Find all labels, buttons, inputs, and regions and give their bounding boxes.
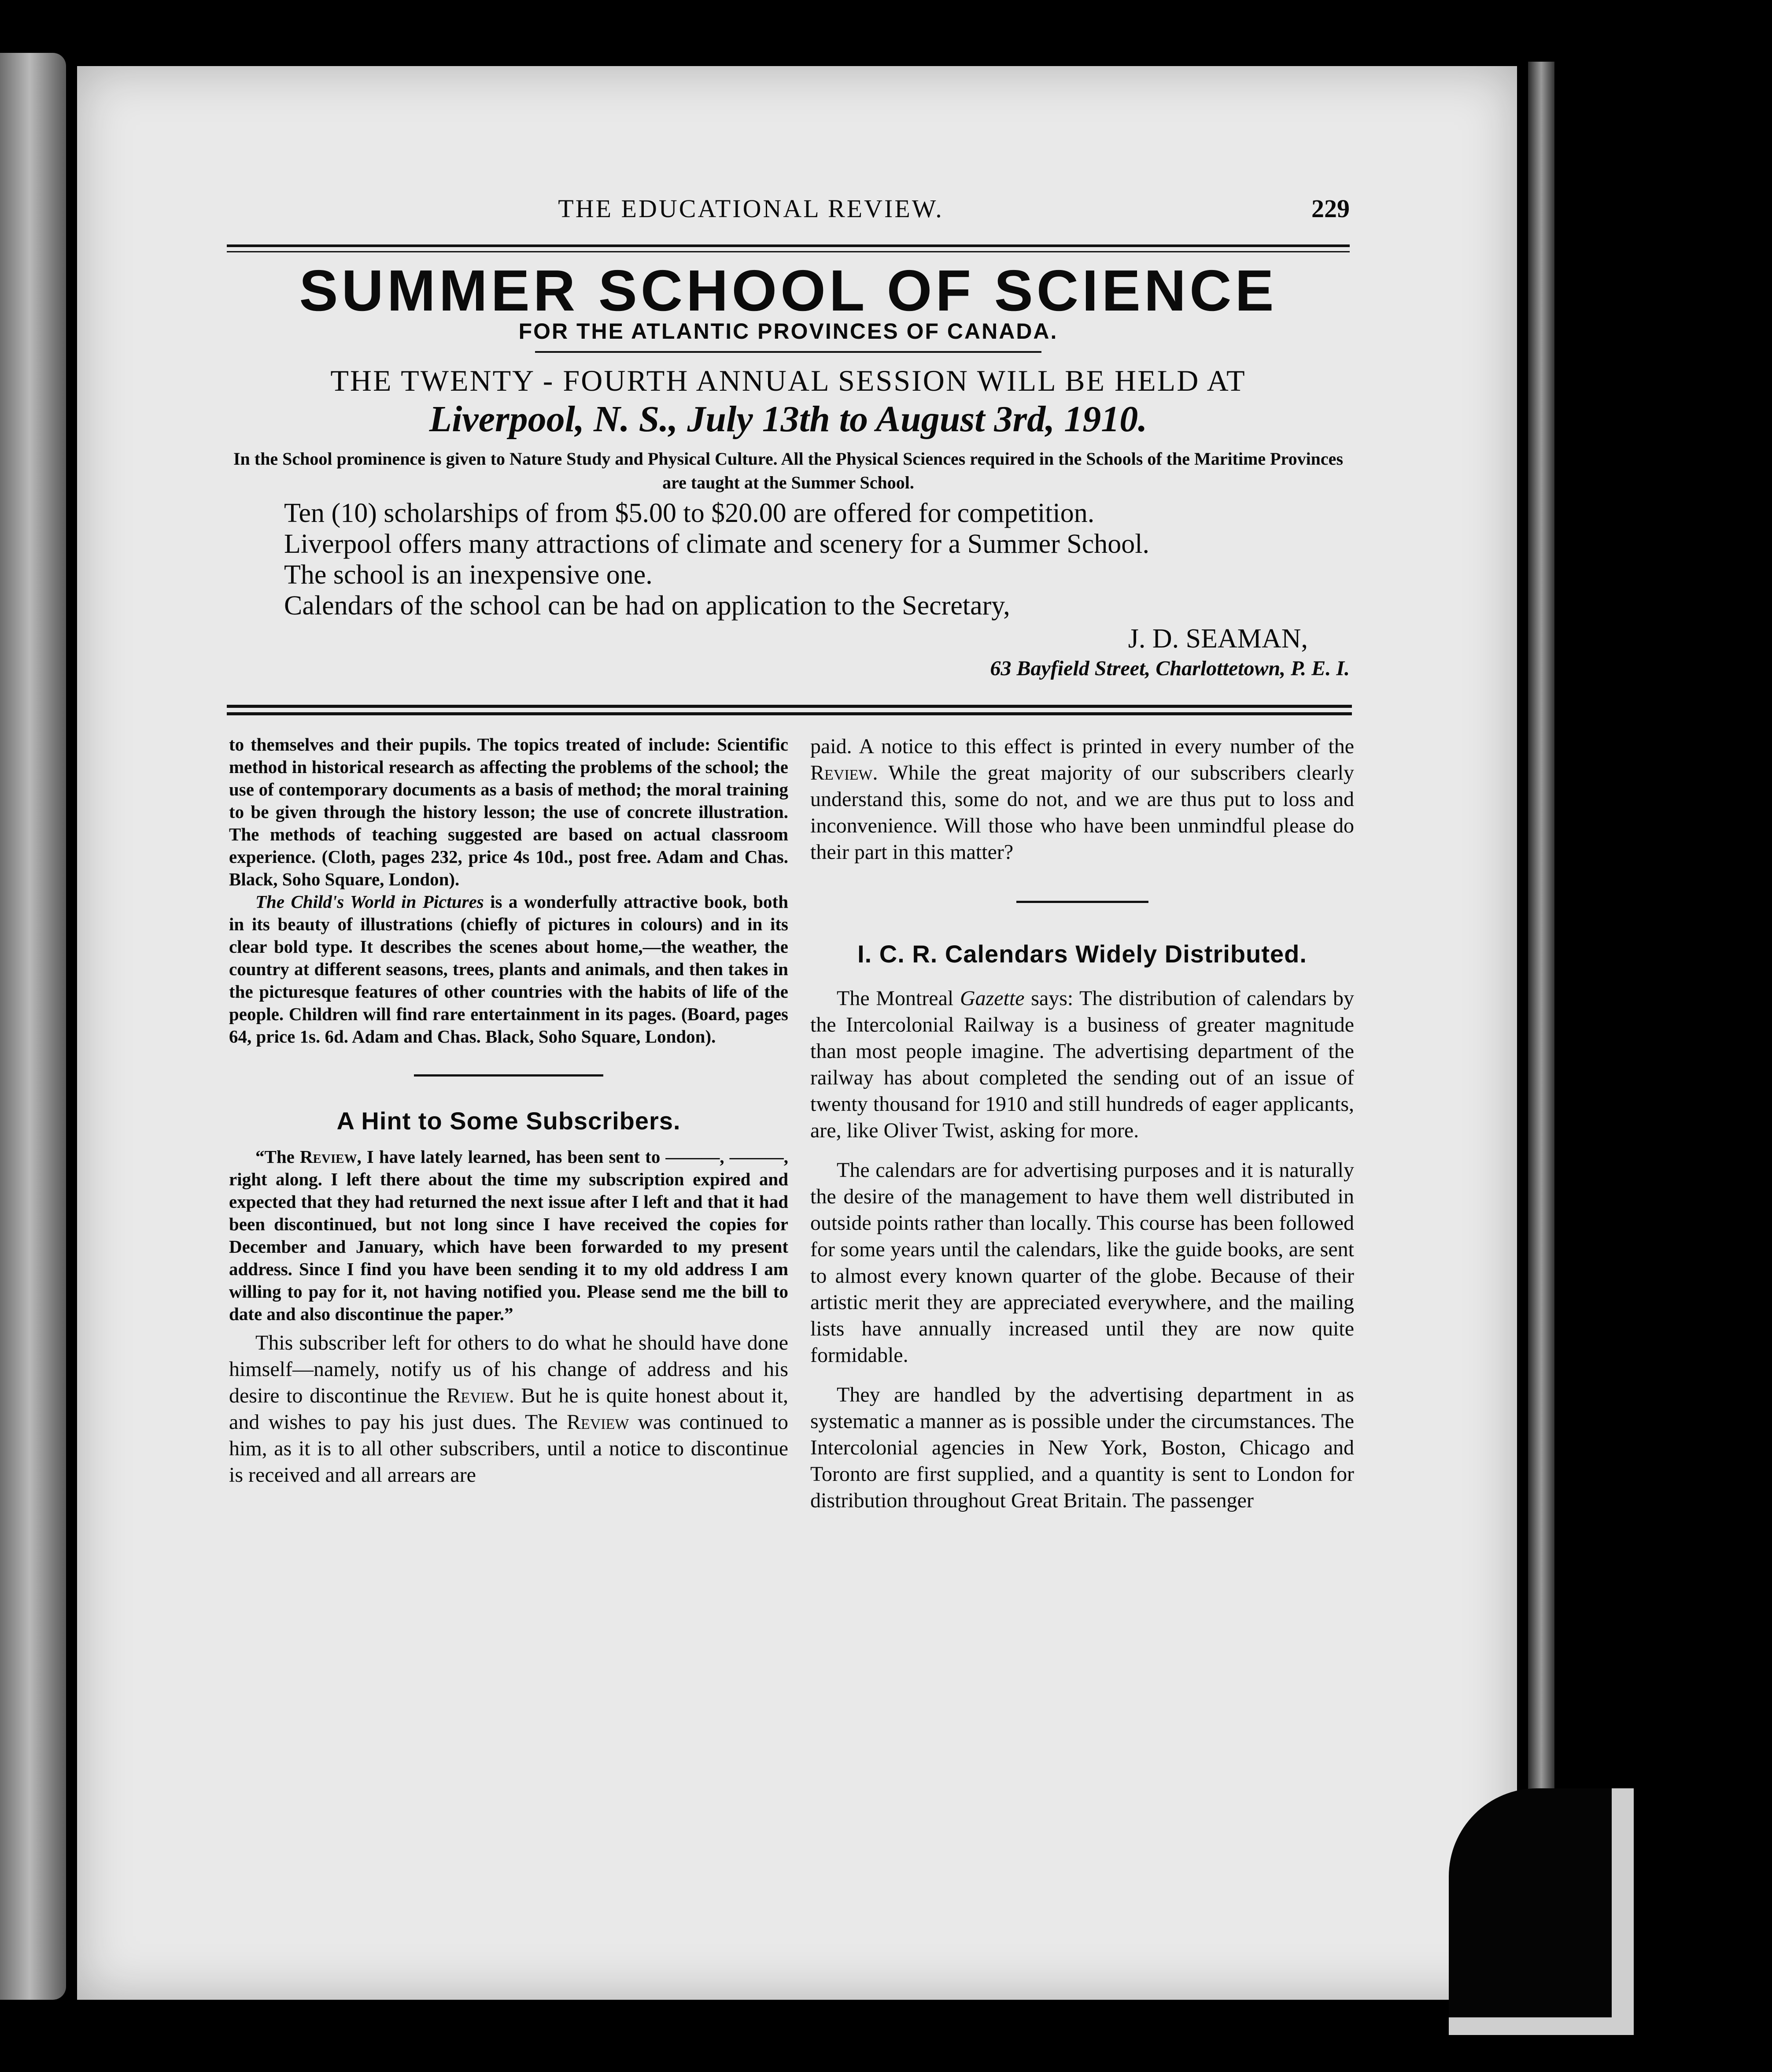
review-word: Review (299, 1147, 357, 1167)
book-edge (1528, 62, 1554, 2004)
comment-part-2: . But he is quite honest about it, and wishes to pay his just dues. The (229, 1384, 789, 1434)
page-number: 229 (1311, 194, 1350, 223)
ad-line-scholarships: Ten (10) scholarships of from $5.00 to $20.00 are offered for competition. (284, 498, 1095, 528)
header-rule-bottom (227, 251, 1350, 252)
icr-paragraph-2: The calendars are for advertising purposes and it is naturally the desire of the management to have them well distributed in outside points rather than locally. This course has been followed for some years until the calendars, like the guide books, are sent to almost every known quarter of the globe. Because of their artistic merit they are appreciated everywhere, and the mailing lists have annually increased until they are now quite formidable. (810, 1158, 1354, 1367)
notice-paragraph (810, 733, 1354, 866)
icr-paragraph-1 (810, 985, 1354, 1144)
advertisement (227, 258, 1350, 716)
notice-part-1: paid. A notice to this effect is printed in every number of the (810, 735, 1354, 758)
left-column (229, 733, 788, 1488)
ad-rule-1 (535, 351, 1041, 353)
journal-title: THE EDUCATIONAL REVIEW. (558, 194, 944, 223)
ad-line-calendars: Calendars of the school can be had on application to the Secretary, (284, 591, 1010, 621)
review-word: Review (447, 1384, 509, 1407)
icr-paragraph-3: They are handled by the advertising department in as systematic a manner as is possible under the circumstances. The Intercolonial agencies in New York, Boston, Chicago and Toronto are first supplied, and a quantity is sent to London for distribution throughout Great Britain. The passenger (810, 1383, 1354, 1512)
running-header (152, 194, 1350, 233)
comment-part-1: This subscriber left for others to do what he should have done himself—namely, notify us of his change of address and his desire to discontinue the (229, 1331, 788, 1407)
ad-subheadline: FOR THE ATLANTIC PROVINCES OF CANADA. (518, 319, 1058, 344)
ad-rule-bottom-2 (227, 712, 1352, 715)
divider-left (414, 1074, 603, 1077)
icr-p1-part-2: says: The distribution of calendars by the Intercolonial Railway is a business of greater magnitude than most people imagine. The advertising department of the railway has about completed the sending out of an issue of twenty thousand for 1910 and still hundreds of eager applicants, are, like Oliver Twist, asking for more. (810, 987, 1354, 1142)
header-rule-top (227, 244, 1350, 247)
ad-secretary-name: J. D. SEAMAN, (1128, 624, 1308, 654)
ad-place-date: Liverpool, N. S., July 13th to August 3rd, 1910. (429, 399, 1148, 440)
book-title-childs-world: The Child's World in Pictures (255, 892, 484, 912)
ad-line-liverpool: Liverpool offers many attractions of climate and scenery for a Summer School. (284, 529, 1150, 559)
review-word: Review (566, 1410, 629, 1434)
facing-page-edge (0, 53, 66, 2000)
ad-session-line: THE TWENTY - FOURTH ANNUAL SESSION WILL BE HELD AT (330, 364, 1246, 397)
book-review-childs-world (229, 891, 788, 1048)
divider-right (1016, 901, 1148, 903)
letter-text: , I have lately learned, has been sent to ———, ———, right along. I left there about the time my subscription expired and expected that they had returned the next issue after I left and that it had been discontinued, but not long since I have received the copies for December and January, which have been forwarded to my present address. Since I find you have been sending it to my old address I am willing to pay for it, not having notified you. Please send me the bill to date and also discontinue the paper.” (229, 1147, 788, 1324)
icr-heading: I. C. R. Calendars Widely Distributed. (857, 940, 1307, 968)
ad-line-inexpensive: The school is an inexpensive one. (284, 560, 653, 590)
thumb-shadow (1449, 1788, 1634, 2035)
gazette-title: Gazette (960, 987, 1025, 1010)
ad-rule-bottom-1 (227, 705, 1352, 708)
ad-secretary-address: 63 Bayfield Street, Charlottetown, P. E. I. (990, 657, 1350, 680)
notice-part-2: . While the great majority of our subscribers clearly understand this, some do not, and we are thus put to loss and inconvenience. Will those who have been unmindful please do their part in this matter? (810, 761, 1354, 864)
right-column (810, 733, 1354, 1514)
book-review-childs-world-text: is a wonderfully attractive book, both in its beauty of illustrations (chiefly of pictures in colours) and in its clear bold type. It describes the scenes about home,—the weather, the country at different seasons, trees, plants and animals, and then takes in the picturesque features of other countries with the habits of life of the people. Children will find rare entertainment in its pages. (Board, pages 64, price 1s. 6d. Adam and Chas. Black, Soho Square, London). (229, 892, 788, 1047)
icr-p1-part-1: The Montreal (837, 987, 960, 1010)
ad-note: In the School prominence is given to Nature Study and Physical Culture. All the Physical Sciences required in the Schools of the Maritime Provinces are taught at the Summer School. (233, 449, 1344, 492)
hint-heading: A Hint to Some Subscribers. (336, 1107, 681, 1135)
letter-open: “The (255, 1147, 300, 1167)
subscriber-letter (229, 1146, 788, 1325)
review-word: Review (810, 761, 873, 784)
subscriber-comment (229, 1330, 788, 1488)
comment-part-3: was continued to him, as it is to all other subscribers, until a notice to discontinue is received and all arrears are (229, 1410, 789, 1487)
book-review-history: to themselves and their pupils. The topics treated of include: Scientific method in historical research as affecting the problems of the school; the use of contemporary documents as a basis of method; the moral training to be given through the history lesson; the use of concrete illustration. The methods of teaching suggested are based on actual classroom experience. (Cloth, pages 232, price 4s 10d., post free. Adam and Chas. Black, Soho Square, London). (229, 734, 788, 889)
ad-headline: SUMMER SCHOOL OF SCIENCE (299, 258, 1277, 323)
